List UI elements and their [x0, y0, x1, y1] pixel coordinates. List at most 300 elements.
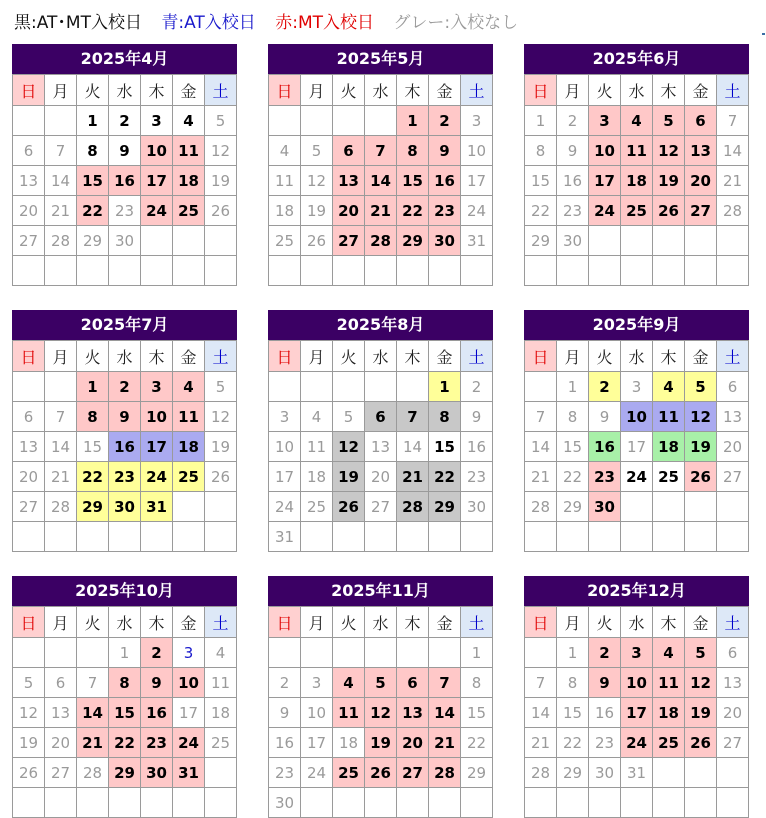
empty-cell [173, 256, 205, 286]
day-cell: 8 [429, 402, 461, 432]
empty-cell [589, 226, 621, 256]
day-cell: 19 [685, 432, 717, 462]
week-row [13, 226, 237, 256]
day-cell: 25 [205, 728, 237, 758]
empty-cell [685, 226, 717, 256]
day-cell: 30 [589, 492, 621, 522]
empty-cell [397, 256, 429, 286]
day-cell: 24 [141, 462, 173, 492]
week-row [269, 106, 493, 136]
empty-cell [365, 638, 397, 668]
weekday-header: 土 [717, 607, 749, 638]
day-cell: 17 [589, 166, 621, 196]
day-cell: 25 [173, 196, 205, 226]
empty-cell [109, 522, 141, 552]
day-cell: 23 [109, 462, 141, 492]
empty-cell [45, 256, 77, 286]
day-cell: 30 [141, 758, 173, 788]
day-cell: 1 [461, 638, 493, 668]
day-cell: 22 [77, 462, 109, 492]
empty-cell [397, 522, 429, 552]
day-cell: 24 [461, 196, 493, 226]
day-cell: 27 [717, 728, 749, 758]
day-cell: 25 [653, 462, 685, 492]
weekday-header: 木 [141, 75, 173, 106]
day-cell: 20 [397, 728, 429, 758]
weekday-header: 木 [653, 341, 685, 372]
day-cell: 9 [109, 402, 141, 432]
weekday-header: 水 [109, 75, 141, 106]
empty-cell [333, 256, 365, 286]
day-cell: 25 [653, 728, 685, 758]
week-row [269, 788, 493, 818]
empty-cell [301, 788, 333, 818]
empty-cell [301, 522, 333, 552]
empty-cell [365, 106, 397, 136]
day-cell: 14 [717, 136, 749, 166]
week-row [525, 166, 749, 196]
day-cell: 26 [685, 462, 717, 492]
empty-cell [653, 256, 685, 286]
weekday-header: 金 [429, 341, 461, 372]
week-row [13, 256, 237, 286]
day-cell: 25 [621, 196, 653, 226]
week-row [269, 522, 493, 552]
empty-cell [77, 522, 109, 552]
day-cell: 4 [173, 106, 205, 136]
empty-cell [717, 492, 749, 522]
day-cell: 20 [333, 196, 365, 226]
empty-cell [621, 226, 653, 256]
month-title: 2025年4月 [12, 44, 237, 74]
day-cell: 29 [109, 758, 141, 788]
weekday-header: 水 [621, 341, 653, 372]
day-cell: 14 [45, 432, 77, 462]
day-cell: 14 [525, 698, 557, 728]
day-cell: 15 [109, 698, 141, 728]
day-cell: 23 [589, 728, 621, 758]
day-cell: 20 [717, 698, 749, 728]
day-cell: 5 [13, 668, 45, 698]
day-cell: 21 [365, 196, 397, 226]
legend-item-black: 黒:AT･MT入校日 [14, 13, 142, 33]
empty-cell [365, 522, 397, 552]
week-row [13, 758, 237, 788]
day-cell: 15 [77, 166, 109, 196]
day-cell: 17 [621, 698, 653, 728]
week-row [525, 668, 749, 698]
day-cell: 7 [525, 668, 557, 698]
empty-cell [45, 638, 77, 668]
empty-cell [717, 226, 749, 256]
weekday-header: 日 [13, 75, 45, 106]
day-cell: 17 [461, 166, 493, 196]
week-row [269, 758, 493, 788]
day-cell: 15 [525, 166, 557, 196]
weekday-header: 金 [173, 341, 205, 372]
day-cell: 22 [77, 196, 109, 226]
day-cell: 8 [557, 402, 589, 432]
day-cell: 22 [397, 196, 429, 226]
day-cell: 8 [397, 136, 429, 166]
day-cell: 25 [173, 462, 205, 492]
day-cell: 28 [45, 226, 77, 256]
day-cell: 13 [717, 668, 749, 698]
day-cell: 21 [429, 728, 461, 758]
day-cell: 16 [269, 728, 301, 758]
day-cell: 7 [525, 402, 557, 432]
month-calendar [524, 576, 749, 818]
empty-cell [589, 256, 621, 286]
day-cell: 11 [621, 136, 653, 166]
weekday-header: 月 [301, 75, 333, 106]
weekday-header: 月 [557, 607, 589, 638]
empty-cell [269, 372, 301, 402]
day-cell: 23 [109, 196, 141, 226]
empty-cell [429, 788, 461, 818]
day-cell: 18 [301, 462, 333, 492]
weekday-header: 日 [525, 341, 557, 372]
day-cell: 12 [205, 402, 237, 432]
day-cell: 21 [525, 462, 557, 492]
week-row [13, 462, 237, 492]
empty-cell [589, 788, 621, 818]
day-cell: 23 [461, 462, 493, 492]
day-cell: 6 [13, 402, 45, 432]
weekday-header: 火 [77, 341, 109, 372]
day-cell: 12 [301, 166, 333, 196]
weekday-header: 土 [205, 341, 237, 372]
empty-cell [685, 492, 717, 522]
empty-cell [269, 256, 301, 286]
day-cell: 24 [589, 196, 621, 226]
empty-cell [461, 788, 493, 818]
day-cell: 10 [173, 668, 205, 698]
day-cell: 30 [269, 788, 301, 818]
day-cell: 23 [589, 462, 621, 492]
week-row [525, 522, 749, 552]
scroll-marker [762, 33, 765, 35]
empty-cell [13, 372, 45, 402]
day-cell: 5 [653, 106, 685, 136]
day-cell: 8 [461, 668, 493, 698]
week-row [525, 402, 749, 432]
day-cell: 3 [461, 106, 493, 136]
legend-item-red: 赤:MT入校日 [275, 13, 374, 33]
day-cell: 29 [461, 758, 493, 788]
day-cell: 9 [269, 698, 301, 728]
day-cell: 11 [653, 402, 685, 432]
empty-cell [589, 522, 621, 552]
week-row [13, 522, 237, 552]
day-cell: 4 [653, 638, 685, 668]
weekday-header: 金 [685, 75, 717, 106]
day-cell: 30 [109, 226, 141, 256]
day-cell: 17 [621, 432, 653, 462]
day-cell: 5 [333, 402, 365, 432]
week-row [269, 728, 493, 758]
weekday-header: 火 [333, 341, 365, 372]
empty-cell [685, 256, 717, 286]
empty-cell [621, 788, 653, 818]
day-cell: 19 [205, 166, 237, 196]
week-row [269, 432, 493, 462]
day-cell: 24 [141, 196, 173, 226]
weekday-header: 水 [365, 75, 397, 106]
day-cell: 20 [13, 462, 45, 492]
day-cell: 27 [13, 226, 45, 256]
day-cell: 10 [589, 136, 621, 166]
day-cell: 23 [269, 758, 301, 788]
empty-cell [205, 256, 237, 286]
weekday-header: 土 [717, 75, 749, 106]
weekday-header: 火 [589, 341, 621, 372]
day-cell: 27 [365, 492, 397, 522]
weekday-header: 木 [397, 607, 429, 638]
empty-cell [525, 372, 557, 402]
day-cell: 31 [173, 758, 205, 788]
day-cell: 2 [269, 668, 301, 698]
day-cell: 7 [45, 402, 77, 432]
weekday-header: 月 [45, 607, 77, 638]
day-cell: 11 [333, 698, 365, 728]
empty-cell [653, 788, 685, 818]
weekday-header: 金 [685, 607, 717, 638]
day-cell: 7 [717, 106, 749, 136]
month-calendar [268, 44, 493, 286]
weekday-header: 日 [269, 607, 301, 638]
day-cell: 16 [429, 166, 461, 196]
day-cell: 26 [653, 196, 685, 226]
day-cell: 24 [621, 728, 653, 758]
weekday-header: 木 [397, 341, 429, 372]
month-calendar [12, 44, 237, 286]
weekday-header: 金 [173, 607, 205, 638]
week-row [269, 462, 493, 492]
weekday-header: 金 [173, 75, 205, 106]
week-row [525, 136, 749, 166]
empty-cell [717, 522, 749, 552]
day-cell: 1 [557, 638, 589, 668]
empty-cell [525, 522, 557, 552]
day-cell: 2 [429, 106, 461, 136]
day-cell: 6 [397, 668, 429, 698]
weekday-header: 木 [141, 341, 173, 372]
day-cell: 19 [685, 698, 717, 728]
empty-cell [205, 788, 237, 818]
day-cell: 26 [365, 758, 397, 788]
day-cell: 3 [301, 668, 333, 698]
week-row [525, 698, 749, 728]
week-row [269, 372, 493, 402]
day-cell: 24 [173, 728, 205, 758]
month-calendar [12, 576, 237, 818]
day-cell: 18 [173, 432, 205, 462]
day-cell: 1 [525, 106, 557, 136]
weekday-header: 木 [141, 607, 173, 638]
empty-cell [685, 758, 717, 788]
day-cell: 17 [173, 698, 205, 728]
legend [14, 8, 532, 33]
empty-cell [173, 522, 205, 552]
day-cell: 1 [557, 372, 589, 402]
day-cell: 1 [397, 106, 429, 136]
day-cell: 30 [557, 226, 589, 256]
weekday-header: 火 [77, 607, 109, 638]
weekday-header: 木 [653, 607, 685, 638]
day-cell: 25 [333, 758, 365, 788]
day-cell: 22 [109, 728, 141, 758]
day-cell: 16 [557, 166, 589, 196]
day-cell: 7 [45, 136, 77, 166]
month-title: 2025年7月 [12, 310, 237, 340]
day-cell: 19 [205, 432, 237, 462]
empty-cell [13, 522, 45, 552]
day-cell: 7 [365, 136, 397, 166]
day-cell: 12 [685, 402, 717, 432]
day-cell: 18 [653, 432, 685, 462]
empty-cell [13, 638, 45, 668]
day-cell: 10 [621, 402, 653, 432]
day-cell: 2 [109, 372, 141, 402]
day-cell: 14 [429, 698, 461, 728]
day-cell: 20 [45, 728, 77, 758]
empty-cell [653, 492, 685, 522]
week-row [269, 668, 493, 698]
day-cell: 20 [685, 166, 717, 196]
day-cell: 1 [77, 106, 109, 136]
month-calendar [268, 310, 493, 552]
week-row [13, 166, 237, 196]
day-cell: 10 [301, 698, 333, 728]
day-cell: 13 [365, 432, 397, 462]
day-cell: 13 [685, 136, 717, 166]
day-cell: 15 [461, 698, 493, 728]
day-cell: 10 [141, 136, 173, 166]
day-cell: 3 [269, 402, 301, 432]
day-cell: 3 [621, 372, 653, 402]
empty-cell [301, 638, 333, 668]
empty-cell [685, 788, 717, 818]
day-cell: 7 [77, 668, 109, 698]
week-row [525, 758, 749, 788]
day-cell: 14 [397, 432, 429, 462]
day-cell: 29 [525, 226, 557, 256]
day-cell: 5 [685, 372, 717, 402]
day-cell: 16 [109, 432, 141, 462]
legend-item-blue: 青:AT入校日 [161, 13, 256, 33]
day-cell: 27 [333, 226, 365, 256]
empty-cell [525, 256, 557, 286]
month-calendar [268, 576, 493, 818]
day-cell: 27 [685, 196, 717, 226]
day-cell: 23 [557, 196, 589, 226]
day-cell: 19 [333, 462, 365, 492]
week-row [269, 638, 493, 668]
weekday-header: 土 [717, 341, 749, 372]
day-cell: 3 [621, 638, 653, 668]
day-cell: 16 [141, 698, 173, 728]
day-cell: 28 [365, 226, 397, 256]
weekday-header: 日 [525, 607, 557, 638]
day-cell: 11 [301, 432, 333, 462]
day-cell: 1 [109, 638, 141, 668]
week-row [13, 788, 237, 818]
empty-cell [205, 522, 237, 552]
weekday-header: 木 [653, 75, 685, 106]
empty-cell [269, 638, 301, 668]
week-row [13, 668, 237, 698]
empty-cell [717, 758, 749, 788]
day-cell: 17 [141, 432, 173, 462]
day-cell: 4 [621, 106, 653, 136]
weekday-header: 木 [397, 75, 429, 106]
day-cell: 13 [717, 402, 749, 432]
day-cell: 29 [77, 492, 109, 522]
day-cell: 28 [429, 758, 461, 788]
empty-cell [13, 256, 45, 286]
day-cell: 21 [717, 166, 749, 196]
month-title: 2025年12月 [524, 576, 749, 606]
day-cell: 15 [77, 432, 109, 462]
empty-cell [365, 256, 397, 286]
day-cell: 11 [173, 136, 205, 166]
week-row [13, 728, 237, 758]
empty-cell [365, 788, 397, 818]
week-row [13, 432, 237, 462]
day-cell: 28 [525, 492, 557, 522]
day-cell: 9 [557, 136, 589, 166]
day-cell: 5 [365, 668, 397, 698]
week-row [13, 492, 237, 522]
day-cell: 9 [109, 136, 141, 166]
legend-item-gray: グレー:入校なし [393, 13, 519, 33]
weekday-header: 日 [269, 341, 301, 372]
day-cell: 30 [429, 226, 461, 256]
day-cell: 21 [77, 728, 109, 758]
weekday-header: 金 [429, 75, 461, 106]
week-row [269, 226, 493, 256]
day-cell: 12 [365, 698, 397, 728]
day-cell: 2 [109, 106, 141, 136]
day-cell: 26 [333, 492, 365, 522]
day-cell: 26 [205, 196, 237, 226]
day-cell: 3 [589, 106, 621, 136]
week-row [13, 196, 237, 226]
day-cell: 10 [621, 668, 653, 698]
weekday-header: 水 [109, 341, 141, 372]
day-cell: 5 [301, 136, 333, 166]
day-cell: 8 [525, 136, 557, 166]
day-cell: 29 [397, 226, 429, 256]
day-cell: 24 [269, 492, 301, 522]
day-cell: 6 [717, 372, 749, 402]
weekday-header: 日 [13, 341, 45, 372]
empty-cell [173, 226, 205, 256]
empty-cell [653, 226, 685, 256]
day-cell: 19 [365, 728, 397, 758]
empty-cell [141, 788, 173, 818]
empty-cell [653, 522, 685, 552]
day-cell: 29 [557, 492, 589, 522]
empty-cell [557, 256, 589, 286]
empty-cell [461, 522, 493, 552]
day-cell: 16 [109, 166, 141, 196]
empty-cell [525, 638, 557, 668]
day-cell: 10 [269, 432, 301, 462]
day-cell: 13 [333, 166, 365, 196]
week-row [525, 372, 749, 402]
